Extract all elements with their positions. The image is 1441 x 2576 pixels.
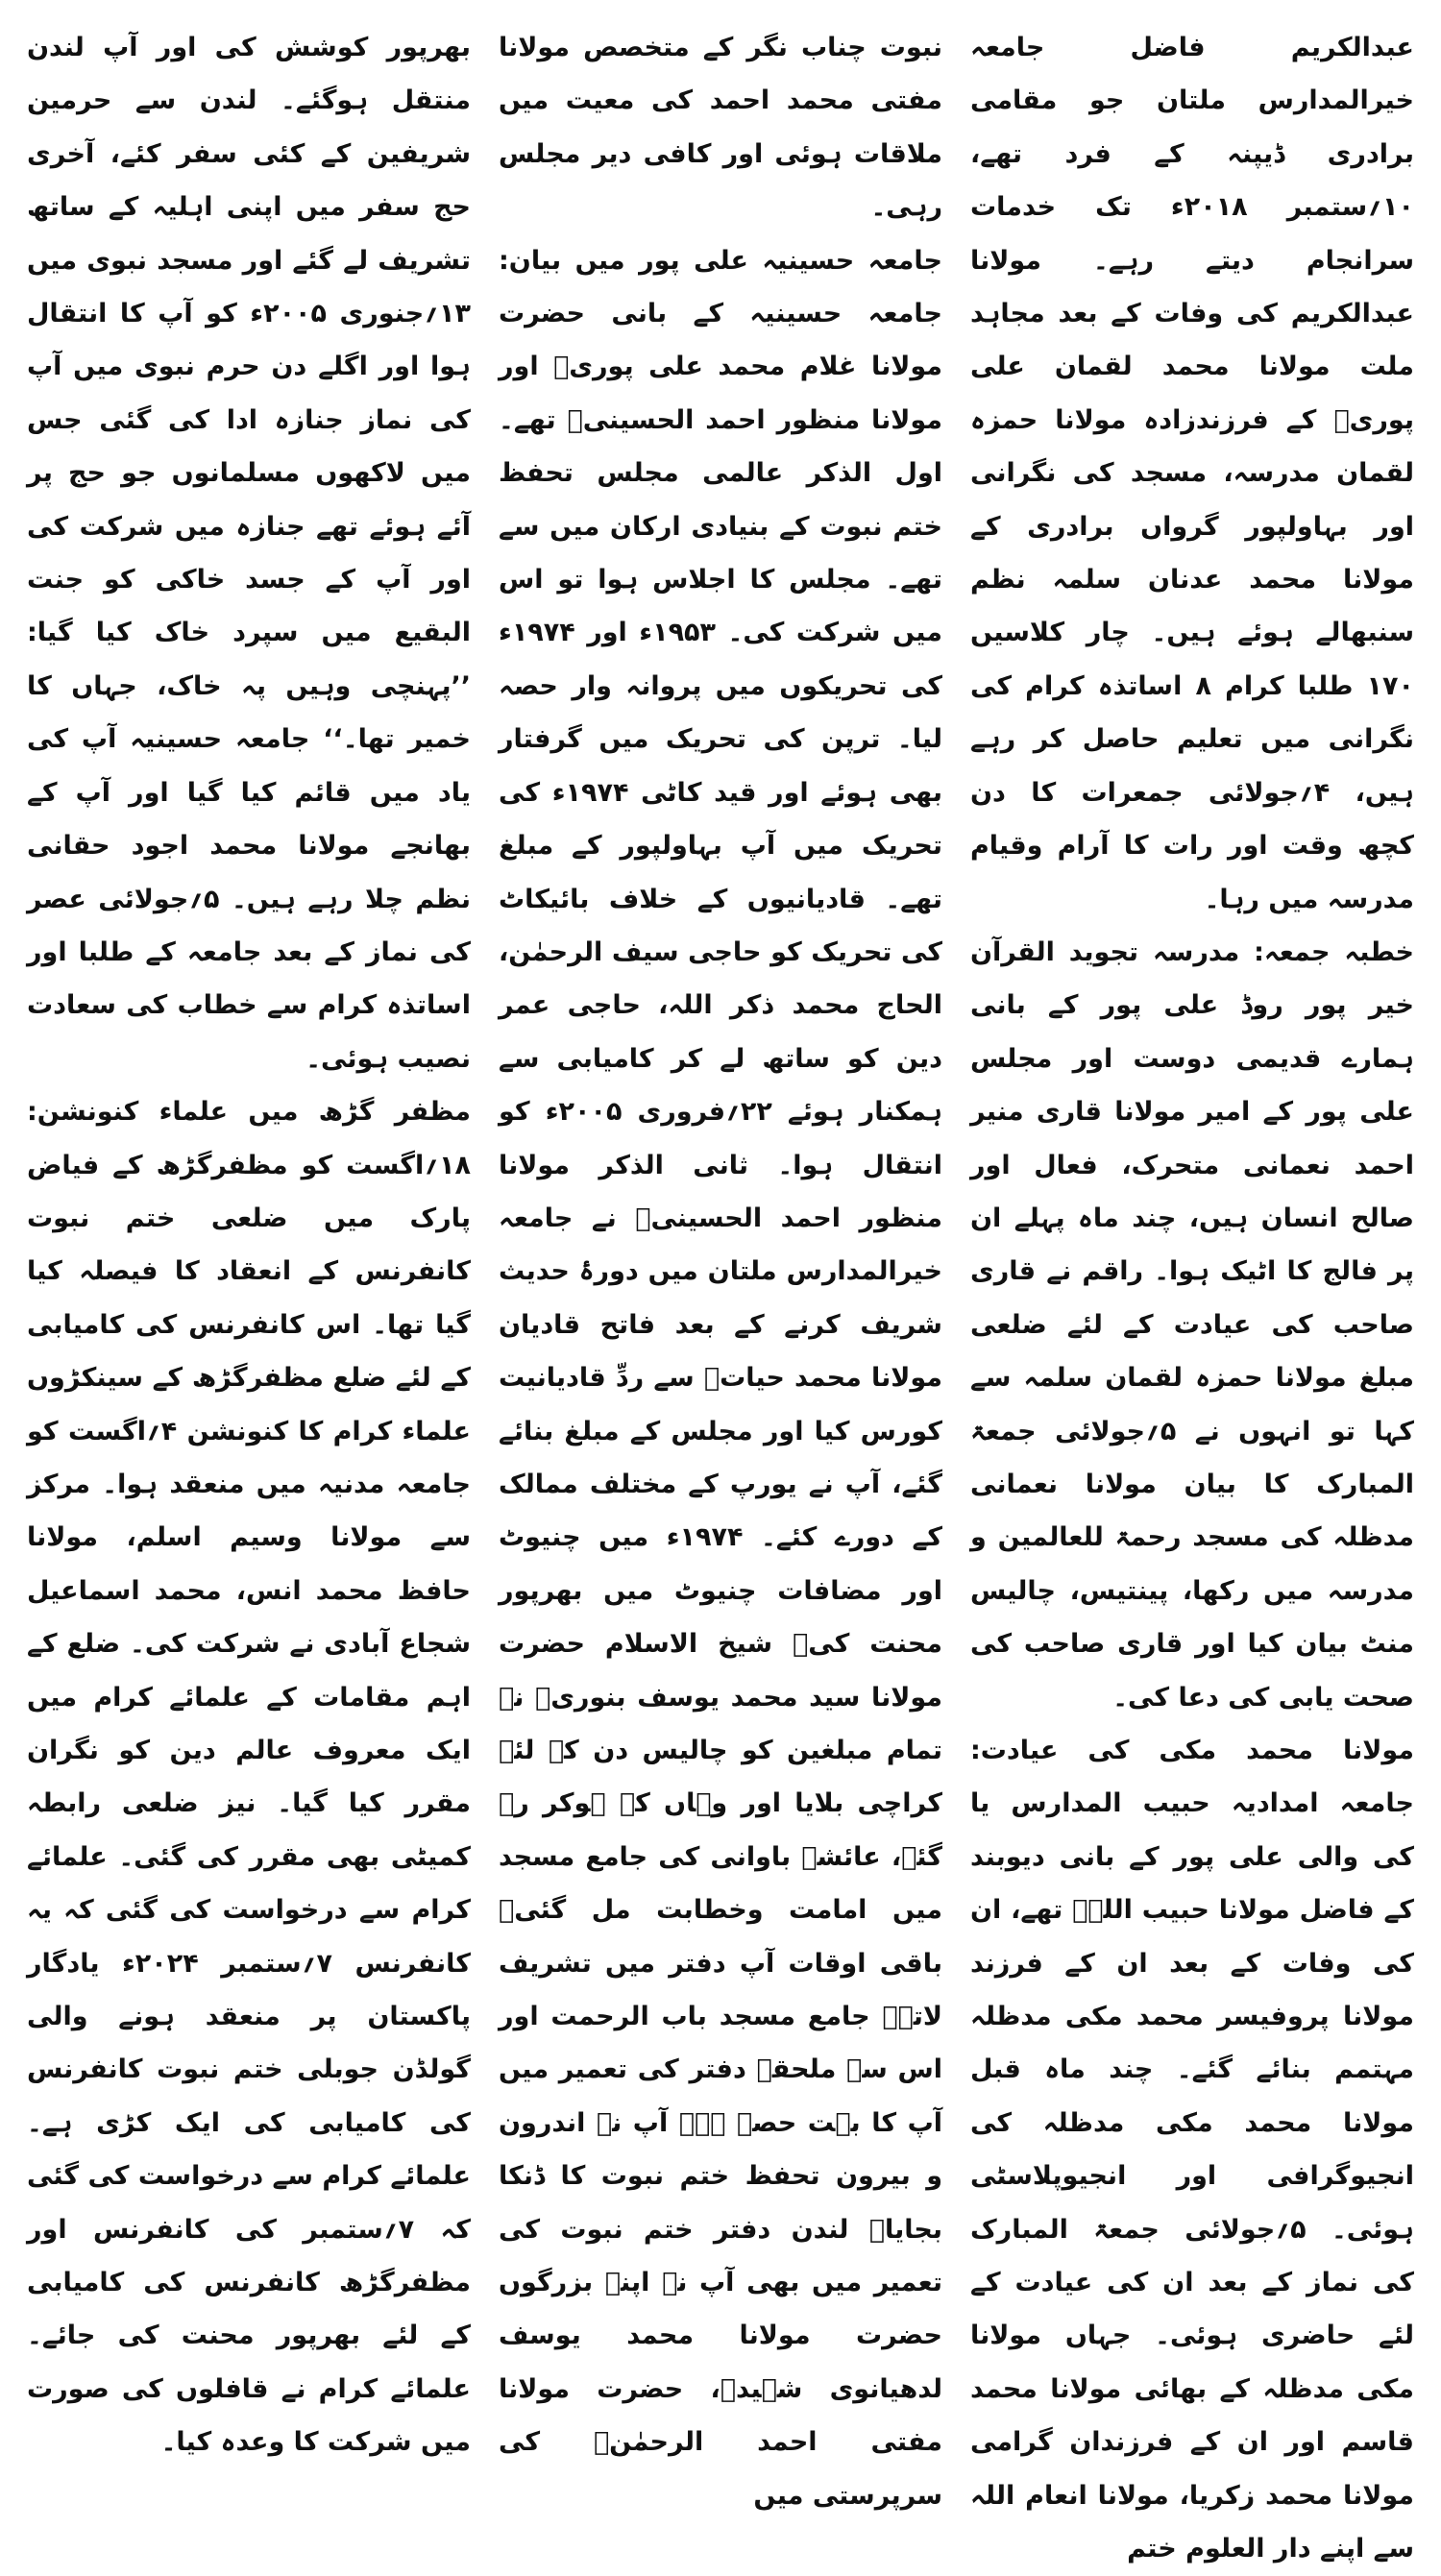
article-block (970, 21, 1414, 926)
article-block (970, 926, 1414, 1724)
paragraph: جامعہ حسینیہ علی پور میں بیان: جامعہ حسینیہ کے بانی حضرت مولانا غلام محمد علی پوریؒ اور مولانا منظور احمد الحسینیؒ تھے۔ اول الذکر عالمی مجلس تحفظ ختم نبوت کے بنیادی ارکان میں سے تھے۔ مجلس کا اجلاس ہوا تو اس میں شرکت کی۔ ۱۹۵۳ء اور ۱۹۷۴ء کی تحریکوں میں پروانہ وار حصہ لیا۔ ترپن کی تحریک میں گرفتار بھی ہوئے اور قید کاٹی ۱۹۷۴ء کی تحریک میں آپ بہاولپور کے مبلغ تھے۔ قادیانیوں کے خلاف بائیکاٹ کی تحریک کو حاجی سیف الرحمٰن، الحاج محمد ذکر اللہ، حاجی عمر دین کو ساتھ لے کر کامیابی سے ہمکنار ہوئے ۲۲؍فروری ۲۰۰۵ء کو انتقال ہوا۔ ثانی الذکر مولانا منظور احمد الحسینیؒ نے جامعہ خیرالمدارس ملتان میں دورۂ حدیث شریف کرنے کے بعد فاتح قادیان مولانا محمد حیاتؒ سے ردِّ قادیانیت کورس کیا اور مجلس کے مبلغ بنائے گئے، آپ نے یورپ کے مختلف ممالک کے دورے کئے۔ ۱۹۷۴ء میں چنیوٹ اور مضافات چنیوٹ میں بھرپور محنت کی۔ شیخ الاسلام حضرت مولانا سید محمد یوسف بنوریؒ نے تمام مبلغین کو چالیس دن کے لئے کراچی بلایا اور وہاں کے ہوکر رہ گئے، عائشہ باوانی کی جامع مسجد میں امامت وخطابت مل گئی۔ باقی اوقات آپ دفتر میں تشریف لاتے۔ جامع مسجد باب الرحمت اور اس سے ملحقہ دفتر کی تعمیر میں آپ کا بہت حصہ ہے۔ آپ نے اندرون و بیرون تحفظ ختم نبوت کا ڈنکا بجایا۔ لندن دفتر ختم نبوت کی تعمیر میں بھی آپ نے اپنے بزرگوں حضرت مولانا محمد یوسف لدھیانوی شہیدؒ، حضرت مولانا مفتی احمد الرحمٰنؒ کی سرپرستی میں (499, 245, 942, 2511)
article-block (499, 21, 942, 234)
article-block (499, 234, 942, 2522)
paragraph: نبوت چناب نگر کے متخصص مولانا مفتی محمد احمد کی معیت میں ملاقات ہوئی اور کافی دیر مجلس رہی۔ (499, 33, 942, 223)
article-block (27, 1085, 471, 2469)
section-heading: مولانا محمد مکی کی عیادت: (970, 1736, 1414, 1765)
article-block (970, 1724, 1414, 2576)
section-heading: مظفر گڑھ میں علماء کنونشن: (27, 1097, 471, 1128)
paragraph: خطبہ جمعہ: مدرسہ تجوید القرآن خیر پور روڈ علی پور کے بانی ہمارے قدیمی دوست اور مجلس علی پور کے امیر مولانا قاری منیر احمد نعمانی متحرک، فعال اور صالح انسان ہیں، چند ماہ پہلے ان پر فالج کا اٹیک ہوا۔ راقم نے قاری صاحب کی عیادت کے لئے ضلعی مبلغ مولانا حمزہ لقمان سلمہ سے کہا تو انہوں نے ۵؍جولائی جمعۃ المبارک کا بیان مولانا نعمانی مدظلہ کی مسجد رحمۃ للعالمین و مدرسہ میں رکھا، پینتیس، چالیس منٹ بیان کیا اور قاری صاحب کی صحت یابی کی دعا کی۔ (970, 936, 1414, 1713)
section-heading: خطبہ جمعہ: (1254, 936, 1414, 967)
paragraph: بھرپور کوشش کی اور آپ لندن منتقل ہوگئے۔ لندن سے حرمین شریفین کے کئی سفر کئے، آخری حج سفر میں اپنی اہلیہ کے ساتھ تشریف لے گئے اور مسجد نبوی میں ۱۳؍جنوری ۲۰۰۵ء کو آپ کا انتقال ہوا اور اگلے دن حرم نبوی میں آپ کی نماز جنازہ ادا کی گئی جس میں لاکھوں مسلمانوں جو حج پر آئے ہوئے تھے جنازہ میں شرکت کی اور آپ کے جسد خاکی کو جنت البقیع میں سپرد خاک کیا گیا: ’’پہنچی وہیں پہ خاک، جہاں کا خمیر تھا۔‘‘ جامعہ حسینیہ آپ کی یاد میں قائم کیا گیا اور آپ کے بھانجے مولانا محمد اجود حقانی نظم چلا رہے ہیں۔ ۵؍جولائی عصر کی نماز کے بعد جامعہ کے طلبا اور اساتذہ کرام سے خطاب کی سعادت نصیب ہوئی۔ (27, 33, 472, 1074)
paragraph: مظفر گڑھ میں علماء کنونشن: ۱۸؍اگست کو مظفرگڑھ کے فیاض پارک میں ضلعی ختم نبوت کانفرنس کے انعقاد کا فیصلہ کیا گیا تھا۔ اس کانفرنس کی کامیابی کے لئے ضلع مظفرگڑھ کے سینکڑوں علماء کرام کا کنونشن ۴؍اگست کو جامعہ مدنیہ میں منعقد ہوا۔ مرکز سے مولانا وسیم اسلم، مولانا حافظ محمد انس، محمد اسماعیل شجاع آبادی نے شرکت کی۔ ضلع کے اہم مقامات کے علمائے کرام میں ایک معروف عالم دین کو نگران مقرر کیا گیا۔ نیز ضلعی رابطہ کمیٹی بھی مقرر کی گئی۔ علمائے کرام سے درخواست کی گئی کہ یہ کانفرنس ۷؍ستمبر ۲۰۲۴ء یادگار پاکستان پر منعقد ہونے والی گولڈن جوبلی ختم نبوت کانفرنس کی کامیابی کی ایک کڑی ہے۔ علمائے کرام سے درخواست کی گئی کہ ۷؍ستمبر کی کانفرنس اور مظفرگڑھ کانفرنس کی کامیابی کے لئے بھرپور محنت کی جائے۔ علمائے کرام نے قافلوں کی صورت میں شرکت کا وعدہ کیا۔ (27, 1097, 472, 2458)
paragraph: عبدالکریم فاضل جامعہ خیرالمدارس ملتان جو مقامی برادری ڈیپنہ کے فرد تھے، ۱۰؍ستمبر ۲۰۱۸ء تک خدمات سرانجام دیتے رہے۔ مولانا عبدالکریم کی وفات کے بعد مجاہد ملت مولانا محمد لقمان علی پوریؒ کے فرزندزادہ مولانا حمزہ لقمان مدرسہ، مسجد کی نگرانی اور بہاولپور گرواں برادری کے مولانا محمد عدنان سلمہ نظم سنبھالے ہوئے ہیں۔ چار کلاسیں ۱۷۰ طلبا کرام ۸ اساتذہ کرام کی نگرانی میں تعلیم حاصل کر رہے ہیں، ۴؍جولائی جمعرات کا دن کچھ وقت اور رات کا آرام وقیام مدرسہ میں رہا۔ (970, 33, 1414, 914)
column-right (970, 21, 1414, 2564)
column-middle (499, 21, 942, 2511)
article-block (27, 21, 471, 1085)
paragraph: مولانا محمد مکی کی عیادت: جامعہ امدادیہ حبیب المدارس یا کی والی علی پور کے بانی دیوبند کے فاضل مولانا حبیب اللہؒ تھے، ان کی وفات کے بعد ان کے فرزند مولانا پروفیسر محمد مکی مدظلہ مہتمم بنائے گئے۔ چند ماہ قبل مولانا محمد مکی مدظلہ کی انجیوگرافی اور انجیوپلاسٹی ہوئی۔ ۵؍جولائی جمعۃ المبارک کی نماز کے بعد ان کی عیادت کے لئے حاضری ہوئی۔ جہاں مولانا مکی مدظلہ کے بھائی مولانا محمد قاسم اور ان کے فرزندان گرامی مولانا محمد زکریا، مولانا انعام اللہ سے اپنے دار العلوم ختم (970, 1736, 1414, 2564)
section-heading: جامعہ حسینیہ علی پور میں بیان: (499, 245, 942, 276)
column-left (27, 21, 472, 2458)
